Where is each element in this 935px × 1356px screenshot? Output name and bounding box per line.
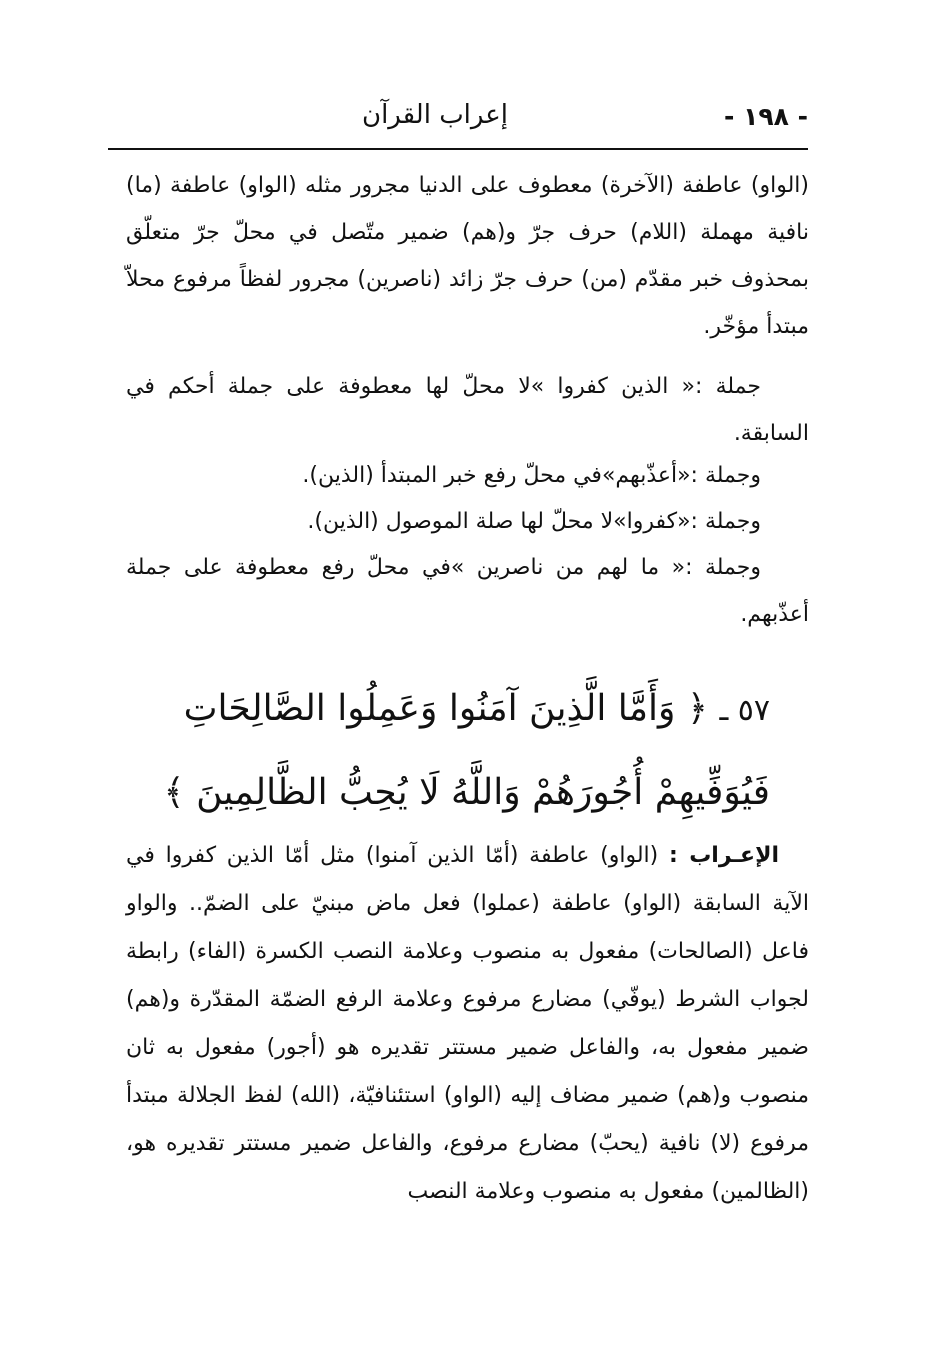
irab-label: الإعـراب : — [669, 843, 780, 868]
page-number: - ١٩٨ - — [724, 102, 808, 131]
running-title: إعراب القرآن — [361, 100, 508, 130]
paragraph-sentence-4-text: وجملة :« ما لهم من ناصرين »في محلّ رفع معطوفة على جملة أعذّبهم. — [126, 555, 809, 627]
irab-text: (الواو) عاطفة (أمّا الذين آمنوا) مثل أمّا الذين كفروا في الآية السابقة (الواو) عاطفة (عملوا) فعل ماض مبنيّ على الضمّ.. والواو فاعل (الصالحات) مفعول به منصوب وعلامة النصب الكسرة (الفاء) رابطة لجواب الشرط (يوفّي) مضارع مرفوع وعلامة الرفع الضمّة المقدّرة و(هم) ضمير مفعول به، والفاعل ضمير مستتر تقديره هو (أجور) مفعول به ثان منصوب و(هم) ضمير مضاف إليه (الواو) استئنافيّة، (الله) لفظ الجلالة مبتدأ مرفوع (لا) نافية (يحبّ) مضارع مرفوع، والفاعل ضمير مستتر تقديره هو، (الظالمين) مفعول به منصوب وعلامة النصب — [126, 843, 809, 1204]
paragraph-sentence-2: وجملة :«أعذّبهم»في محلّ رفع خبر المبتدأ (الذين). — [302, 463, 761, 488]
paragraph-irab — [126, 832, 809, 1216]
verse-text: ﴿ وَأَمَّا الَّذِينَ آمَنُوا وَعَمِلُوا الصَّالِحَاتِ فَيُوَفِّيهِمْ أُجُورَهُمْ وَاللَّهُ لَا يُحِبُّ الظَّالِمِينَ ﴾ — [163, 688, 770, 813]
paragraph-sentence-4 — [126, 544, 809, 638]
quran-verse — [150, 668, 770, 834]
paragraph-sentence-3: وجملة :«كفروا»لا محلّ لها صلة الموصول (الذين). — [307, 509, 761, 534]
paragraph-sentence-1: جملة :« الذين كفروا »لا محلّ لها معطوفة على جملة أحكم في السابقة. — [126, 374, 809, 446]
paragraph-irab-continued: (الواو) عاطفة (الآخرة) معطوف على الدنيا مجرور مثله (الواو) عاطفة (ما) نافية مهملة (اللام) حرف جرّ و(هم) ضمير متّصل في محلّ جرّ متعلّق بمحذوف خبر مقدّم (من) حرف جرّ زائد (ناصرين) مجرور لفظاً مرفوع محلاّ مبتدأ مؤخّر. — [126, 173, 809, 339]
page-header — [108, 96, 808, 142]
header-rule — [108, 148, 808, 150]
verse-number: ٥٧ ـ — [719, 693, 770, 728]
